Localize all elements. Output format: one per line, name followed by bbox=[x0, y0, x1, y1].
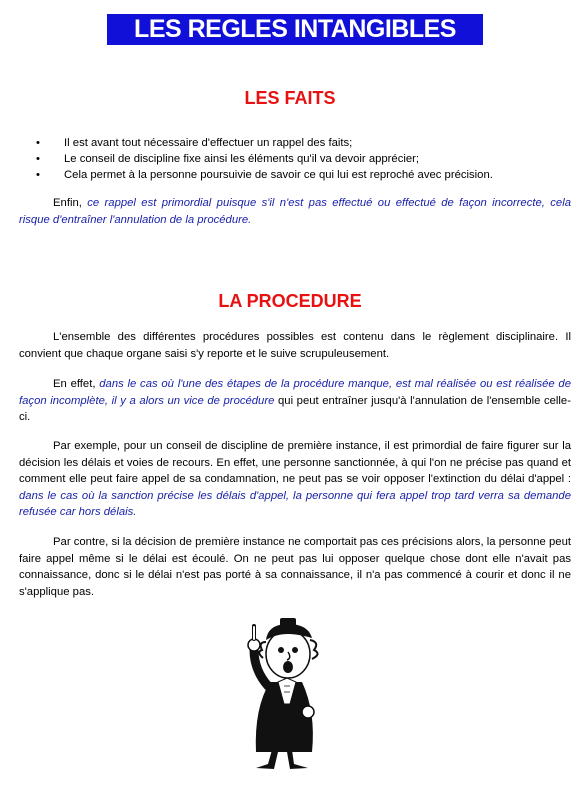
paragraph-ensemble bbox=[19, 329, 571, 362]
paragraph-text: qui peut entraîner jusqu'à l'annulation de l'ensemble celle-ci. bbox=[19, 394, 571, 423]
bullet-text: Le conseil de discipline fixe ainsi les éléments qu'il va devoir apprécier; bbox=[64, 153, 420, 165]
bullet-text: Il est avant tout nécessaire d'effectuer un rappel des faits; bbox=[64, 137, 353, 149]
bullet-icon: • bbox=[36, 137, 40, 149]
paragraph-par-contre bbox=[19, 534, 571, 600]
emphasis-text: dans le cas où la sanction précise les délais d'appel, la personne qui fera appel trop tard verra sa demande refusée car hors délais. bbox=[19, 489, 571, 518]
emphasis-text: dans le cas où l'une des étapes de la procédure manque, est mal réalisée ou est réalisée de façon incomplète, il y a alors un vice de procédure bbox=[19, 378, 571, 407]
paragraph-text: Enfin, bbox=[53, 197, 88, 209]
paragraph-text: Par contre, si la décision de première instance ne comportait pas ces précisions alors, la personne peut faire appel même si le délai est écoulé. On ne peut pas lui opposer quelque chose dont elle n'avait pas connaissance, donc si le délai n'est pas porté à sa connaissance, il n'a pas commencé à courir et donc il ne s'applique pas. bbox=[19, 536, 571, 598]
faits-bullet-list bbox=[36, 135, 566, 183]
paragraph-enfin bbox=[19, 195, 571, 228]
emphasis-text: ce rappel est primordial puisque s'il n'est pas effectué ou effectué de façon incorrecte, cela risque d'entraîner l'annulation de la procédure. bbox=[19, 197, 571, 226]
document-title: LES REGLES INTANGIBLES bbox=[107, 14, 483, 45]
lawyer-cartoon-illustration bbox=[232, 612, 344, 772]
paragraph-text: L'ensemble des différentes procédures possibles est contenu dans le règlement disciplinaire. Il convient que chaque organe saisi s'y reporte et le suive scrupuleusement. bbox=[19, 331, 571, 360]
paragraph-text: Par exemple, pour un conseil de discipline de première instance, il est primordial de faire figurer sur la décision les délais et voies de recours. En effet, une personne sanctionnée, à qui l'on ne précise pas quand et comment elle peut faire appel de sa condamnation, ne peut pas se voir opposer l'extinction du délai d'appel : bbox=[19, 440, 571, 485]
list-item bbox=[36, 135, 566, 151]
paragraph-text: En effet, bbox=[53, 378, 100, 390]
bullet-icon: • bbox=[36, 169, 40, 181]
paragraph-en-effet bbox=[19, 376, 571, 426]
list-item bbox=[36, 151, 566, 167]
section-heading-faits: LES FAITS bbox=[244, 88, 336, 108]
section-heading-procedure: LA PROCEDURE bbox=[218, 291, 362, 311]
paragraph-par-exemple bbox=[19, 438, 571, 521]
list-item bbox=[36, 167, 566, 183]
bullet-icon: • bbox=[36, 153, 40, 165]
bullet-text: Cela permet à la personne poursuivie de savoir ce qui lui est reproché avec précision. bbox=[64, 169, 493, 181]
